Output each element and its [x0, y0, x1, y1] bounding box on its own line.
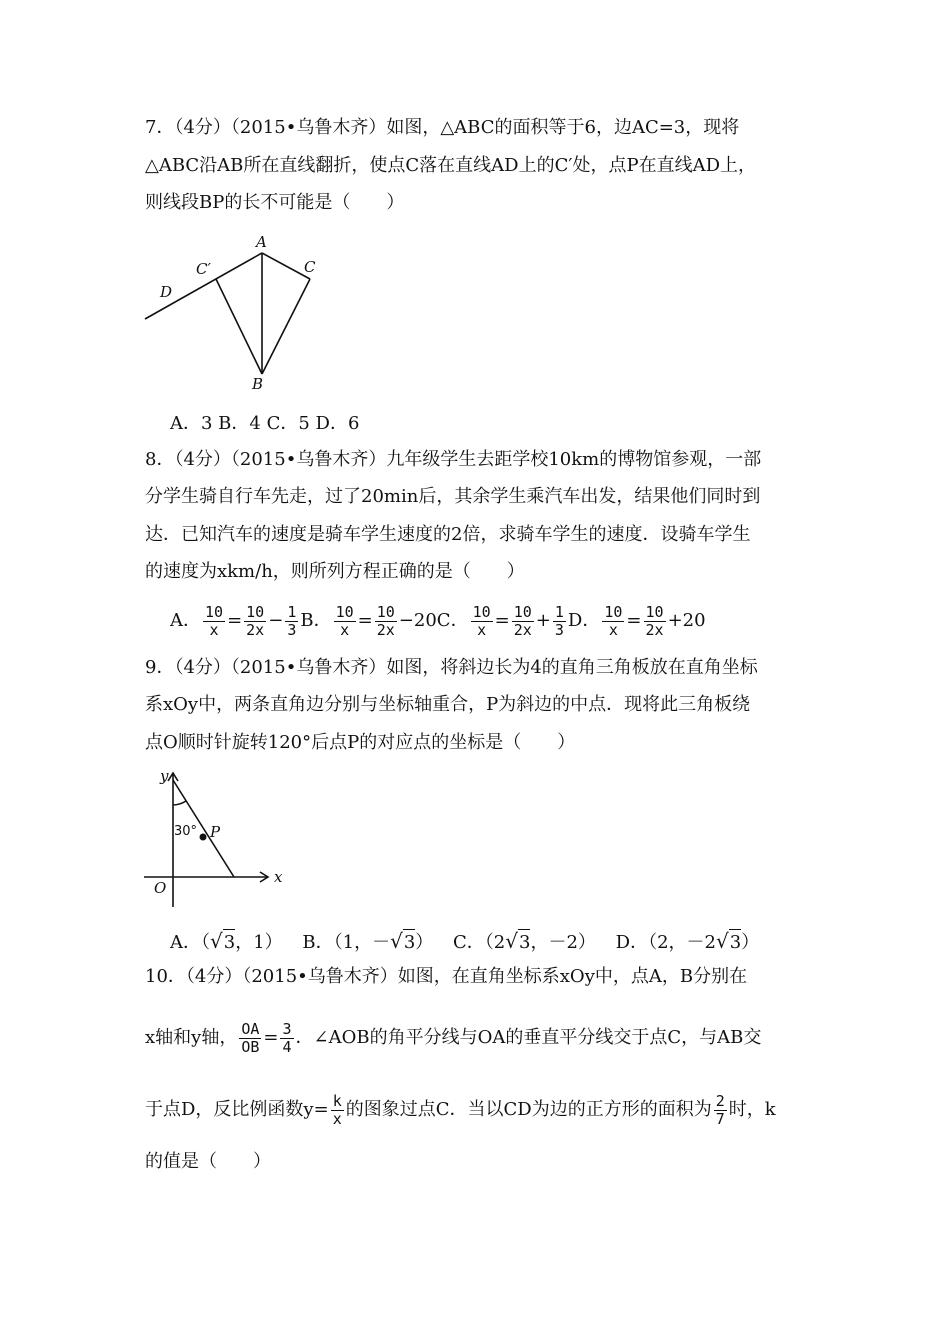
q9-opt-c: C．（2√3，－2） [453, 932, 596, 953]
frac-10-over-2x: $\frac{10}{2x}$ [645, 602, 664, 639]
label-x: x [274, 868, 283, 886]
q10-line4: 的值是（ ） [145, 1151, 271, 1172]
q9-opt-d: D．（2，－2√3） [616, 932, 760, 953]
frac-10-over-x: $\frac{10}{x}$ [335, 602, 354, 639]
point-p [200, 834, 207, 841]
q10-line3: 于点D，反比例函数y= $\frac{k}{x}$ 的图象过点C．当以CD为边的正方形的面积为 $\frac{2}{7}$ 时，k [145, 1091, 776, 1128]
q9-line3: 点O顺时针旋转120°后点P的对应点的坐标是（ ） [145, 732, 576, 753]
frac-k-over-x: $\frac{k}{x}$ [332, 1091, 342, 1128]
frac-10-over-2x: $\frac{10}{2x}$ [246, 602, 265, 639]
label-d: D [160, 283, 173, 301]
minus-20: −20 [398, 610, 437, 631]
equals-sign: = [227, 610, 243, 631]
equals-sign: = [357, 610, 373, 631]
q9-line2: 系xOy中，两条直角边分别与坐标轴重合，P为斜边的中点．现将此三角板绕 [145, 694, 751, 715]
frac-1-over-3: $\frac{1}{3}$ [287, 602, 297, 639]
frac-10-over-x: $\frac{10}{x}$ [604, 602, 623, 639]
label-c: C [304, 258, 316, 276]
q8-line2: 分学生骑自行车先走，过了20min后，其余学生乘汽车出发，结果他们同时到 [145, 486, 761, 507]
label-p: P [210, 823, 221, 841]
plus-sign: + [535, 610, 551, 631]
frac-10-over-x: $\frac{10}{x}$ [472, 602, 491, 639]
segment-bc [262, 279, 310, 374]
q9-opt-a: A．（√3，1） [170, 932, 283, 953]
q8-options [170, 603, 706, 639]
q8-opt-b-label: B． [300, 610, 332, 631]
label-a: A [256, 233, 267, 251]
frac-2-over-7: $\frac{2}{7}$ [715, 1091, 725, 1128]
q8-opt-c-label: C． [436, 610, 469, 631]
label-angle-30: 30° [174, 824, 198, 839]
minus-sign: − [268, 610, 284, 631]
q9-line1: 9．（4分）（2015•乌鲁木齐）如图，将斜边长为4的直角三角板放在直角坐标 [145, 657, 758, 678]
label-o: O [154, 879, 167, 897]
q10-line2: x轴和y轴， $\frac{OA}{OB}$ = $\frac{3}{4}$ ．∠AOB的角平分线与OA的垂直平分线交于点C，与AB交 [145, 1019, 762, 1056]
q8-opt-d-label: D． [567, 610, 601, 631]
q7-figure [140, 232, 340, 397]
segment-ac [262, 253, 310, 279]
q8-line3: 达．已知汽车的速度是骑车学生速度的2倍，求骑车学生的速度．设骑车学生 [145, 524, 751, 545]
q7-line2: △ABC沿AB所在直线翻折，使点C落在直线AD上的C′处，点P在直线AD上， [145, 155, 757, 176]
equals-sign: = [494, 610, 510, 631]
q9-figure [140, 765, 300, 915]
q9-opt-b: B．（1，－√3） [302, 932, 433, 953]
q7-options: A．3 B．4 C．5 D．6 [170, 413, 360, 434]
label-c-prime: C′ [196, 260, 211, 278]
frac-3-over-4: $\frac{3}{4}$ [282, 1019, 292, 1056]
plus-20: +20 [667, 610, 706, 631]
frac-10-over-x: $\frac{10}{x}$ [205, 602, 224, 639]
label-y: y [160, 767, 169, 785]
q7-line1: 7．（4分）（2015•乌鲁木齐）如图，△ABC的面积等于6，边AC=3，现将 [145, 117, 740, 138]
label-b: B [252, 375, 264, 393]
q7-line3: 则线段BP的长不可能是（ ） [145, 192, 405, 213]
frac-1-over-3: $\frac{1}{3}$ [554, 602, 564, 639]
q8-line4: 的速度为xkm/h，则所列方程正确的是（ ） [145, 561, 525, 582]
equals-sign: = [626, 610, 642, 631]
q8-line1: 8．（4分）（2015•乌鲁木齐）九年级学生去距学校10km的博物馆参观，一部 [145, 449, 762, 470]
frac-oa-over-ob: $\frac{OA}{OB}$ [241, 1019, 260, 1056]
q8-opt-a-label: A． [170, 610, 201, 631]
frac-10-over-2x: $\frac{10}{2x}$ [513, 602, 532, 639]
segment-bc-prime [216, 279, 262, 374]
q10-line1: 10．（4分）（2015•乌鲁木齐）如图，在直角坐标系xOy中，点A，B分别在 [145, 966, 748, 987]
q9-options [170, 928, 759, 956]
angle-arc [173, 801, 186, 805]
frac-10-over-2x: $\frac{10}{2x}$ [376, 602, 395, 639]
